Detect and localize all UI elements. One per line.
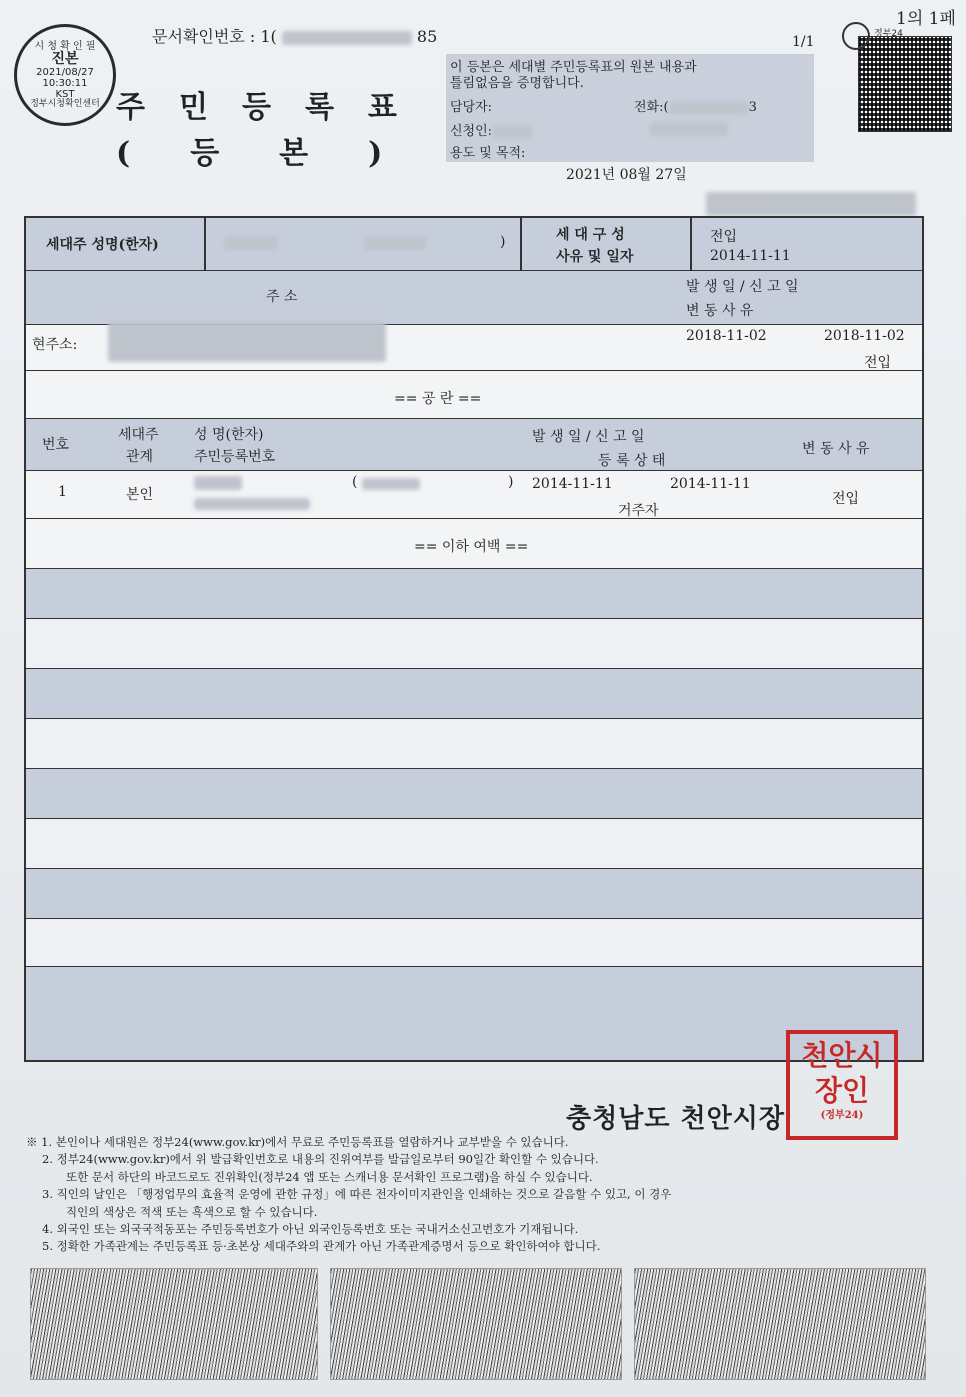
composition-label-1: 세 대 구 성	[556, 227, 625, 243]
qr-code	[858, 36, 952, 132]
row-relation: 본인	[126, 487, 154, 503]
row-rrn-redacted	[194, 498, 310, 510]
seal-bottom-text: 정부시청확인센터	[30, 99, 100, 110]
col-occur-report-header: 발 생 일 / 신 고 일	[532, 429, 645, 445]
seal-date: 2021/08/27	[36, 67, 94, 79]
empty-row	[26, 618, 922, 668]
notes	[26, 1134, 671, 1256]
row-paren-open: (	[352, 474, 358, 490]
seal-text-2: 장인	[814, 1074, 870, 1107]
note-line: 또한 문서 하단의 바코드로도 진위확인(정부24 앱 또는 스캐너용 문서확인 프로그램)을 하실 수 있습니다.	[66, 1169, 593, 1184]
phone-suffix: 3	[748, 100, 757, 115]
manager-label: 담당자:	[450, 100, 493, 115]
seal-center-text: 진본	[51, 51, 79, 67]
applicant-field	[450, 120, 532, 139]
confirmation-seal	[14, 24, 116, 126]
blank-section-marker: == 공 란 ==	[394, 391, 482, 407]
doc-confirm-number	[152, 24, 437, 47]
current-address-redacted	[108, 322, 386, 362]
address-occur-date: 2018-11-02	[686, 328, 767, 344]
empty-row	[26, 668, 922, 718]
phone-field	[634, 96, 757, 115]
certification-notice	[446, 54, 814, 162]
doc-title-main: 주민등록표	[116, 90, 431, 125]
seal-text-1: 천안시	[801, 1039, 883, 1072]
row-name-redacted	[194, 476, 242, 490]
address-reason: 전입	[864, 355, 892, 371]
page-fraction: 1/1	[792, 34, 815, 50]
col-status-header: 등 록 상 태	[598, 453, 666, 469]
notice-line2: 틀림없음을 증명합니다.	[450, 76, 584, 91]
address-report-date: 2018-11-02	[824, 328, 905, 344]
empty-row	[26, 868, 922, 918]
composition-value-1: 전입	[710, 229, 738, 245]
doc-title-sub: (등본)	[116, 136, 443, 171]
col-rrn-header: 주민등록번호	[194, 449, 276, 465]
verification-barcode	[30, 1268, 318, 1380]
empty-row	[26, 818, 922, 868]
note-line: 직인의 색상은 적색 또는 흑색으로 할 수 있습니다.	[66, 1204, 318, 1219]
note-line: 4. 외국인 또는 외국국적동포는 주민등록번호가 아닌 외국인등록번호 또는 국내거소신고번호가 기재됩니다.	[42, 1222, 579, 1237]
phone-label: 전화:(	[634, 100, 669, 115]
head-hanja-redacted	[364, 236, 426, 250]
issuer-name: 충청남도 천안시장	[566, 1104, 785, 1134]
note-line: ※ 1. 본인이나 세대원은 정부24(www.gov.kr)에서 무료로 주민등록표를 열람하거나 교부받을 수 있습니다.	[26, 1135, 569, 1149]
end-marker: == 이하 여백 ==	[414, 539, 529, 555]
verification-barcode	[634, 1268, 926, 1380]
empty-row	[26, 718, 922, 768]
head-paren: )	[500, 234, 506, 250]
members-header-row	[26, 418, 922, 470]
city-mayor-seal	[786, 1030, 898, 1140]
doc-confirm-label: 문서확인번호 :	[152, 27, 256, 46]
seal-caption: (정부24)	[820, 1110, 864, 1121]
doc-confirm-suffix: 85	[416, 27, 438, 46]
gov-emblem-icon	[842, 22, 870, 50]
col-relation-header-1: 세대주	[118, 427, 159, 443]
empty-row	[26, 568, 922, 618]
row-status: 거주자	[618, 503, 659, 519]
composition-value-2: 2014-11-11	[710, 248, 791, 264]
redacted-block	[650, 122, 728, 136]
applicant-redacted	[492, 126, 532, 138]
row-paren-close: )	[508, 474, 514, 490]
qr-caption: 정부24	[874, 29, 903, 39]
phone-redacted	[669, 102, 749, 114]
table-row	[26, 470, 922, 518]
col-name-header: 성 명(한자)	[194, 427, 264, 443]
row-hanja-redacted	[362, 478, 420, 490]
current-address-label: 현주소:	[32, 337, 78, 353]
note-line: 3. 직인의 날인은 「행정업무의 효율적 운영에 관한 규정」에 따른 전자이미지관인을 인쇄하는 것으로 갈음할 수 있고, 이 경우	[42, 1187, 672, 1202]
empty-row	[26, 768, 922, 818]
page-info: 1의 1페	[896, 9, 956, 29]
empty-row	[26, 918, 922, 966]
address-header: 주 소	[266, 289, 298, 305]
address-change-reason-header: 변 동 사 유	[686, 303, 754, 319]
row-reason: 전입	[832, 491, 860, 507]
applicant-label: 신청인:	[450, 124, 493, 139]
note-line: 5. 정확한 가족관계는 주민등록표 등·초본상 세대주와의 관계가 아닌 가족관계증명서 등으로 확인하여야 합니다.	[42, 1239, 601, 1254]
head-name-redacted	[224, 236, 278, 250]
issue-date: 2021년 08월 27일	[566, 167, 687, 183]
col-no-header: 번호	[42, 437, 70, 453]
verification-barcode	[330, 1268, 622, 1380]
seal-tz: KST	[55, 89, 75, 101]
seal-time: 10:30:11	[42, 78, 88, 90]
note-line: 2. 정부24(www.gov.kr)에서 위 발급확인번호로 내용의 진위여부를 발급일로부터 90일간 확인할 수 있습니다.	[42, 1152, 599, 1167]
notice-line1: 이 등본은 세대별 주민등록표의 원본 내용과	[450, 60, 697, 75]
head-name-label: 세대주 성명(한자)	[46, 237, 159, 253]
row-report-date: 2014-11-11	[670, 476, 751, 492]
col-reason-header: 변 동 사 유	[802, 441, 870, 457]
purpose-label: 용도 및 목적:	[450, 146, 526, 161]
doc-confirm-redacted	[282, 31, 412, 45]
address-occur-report-header: 발 생 일 / 신 고 일	[686, 279, 799, 295]
doc-confirm-prefix: 1(	[260, 27, 277, 46]
col-relation-header-2: 관계	[126, 449, 154, 465]
seal-top-text: 시 청 확 인 필	[34, 41, 96, 52]
redacted-header-block	[706, 192, 916, 216]
composition-label-2: 사유 및 일자	[556, 249, 634, 265]
row-no: 1	[58, 484, 67, 500]
registration-table	[24, 216, 924, 1062]
row-occur-date: 2014-11-11	[532, 476, 613, 492]
